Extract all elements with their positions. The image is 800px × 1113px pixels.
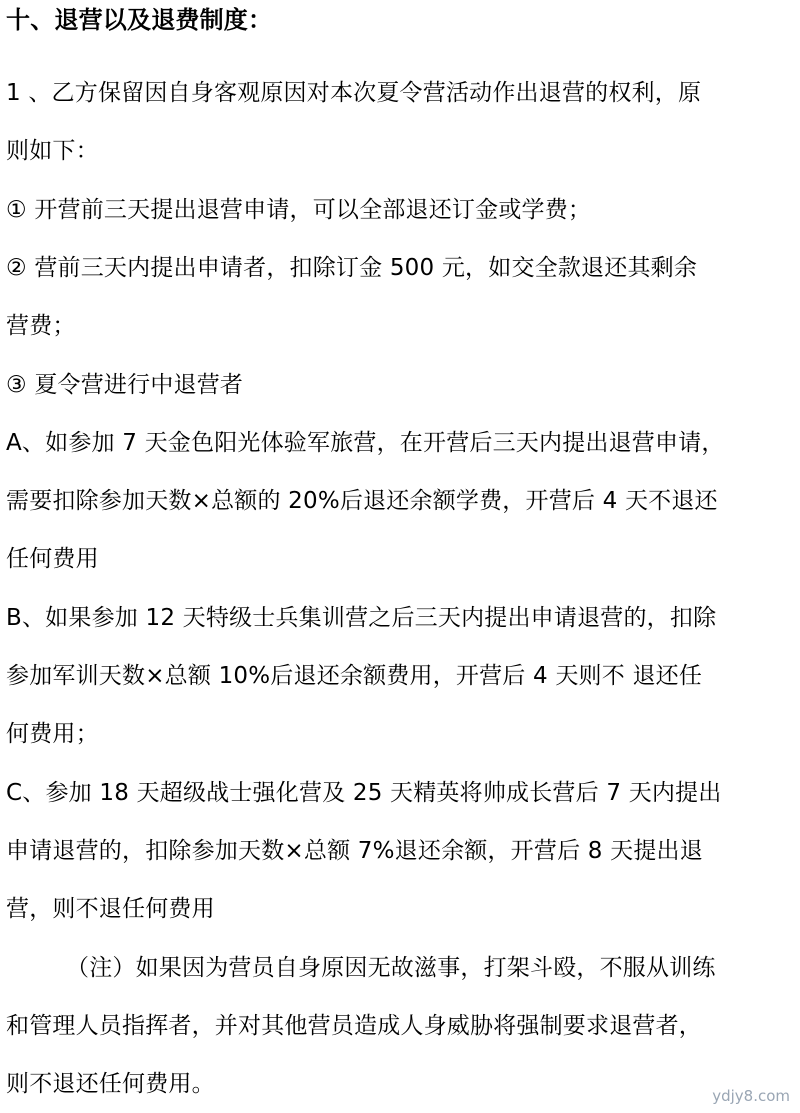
paragraph-line-15: 营，则不退任何费用 (6, 896, 215, 922)
note-line-2: 和管理人员指挥者，并对其他营员造成人身威胁将强制要求退营者， (6, 1013, 702, 1039)
paragraph-line-3: ① 开营前三天提出退营申请，可以全部退还订金或学费； (6, 197, 592, 223)
section-heading: 十、退营以及退费制度： (6, 6, 273, 34)
paragraph-line-5: 营费； (6, 313, 76, 339)
paragraph-line-12: 何费用； (6, 721, 99, 747)
paragraph-line-11: 参加军训天数×总额 10%后退还余额费用，开营后 4 天则不 退还任 (6, 663, 703, 689)
paragraph-line-1: 1 、乙方保留因自身客观原因对本次夏令营活动作出退营的权利，原 (6, 80, 702, 106)
site-watermark: ydjy8.com (712, 1087, 790, 1105)
note-line-3: 则不退还任何费用。 (6, 1071, 215, 1097)
note-line-1: （注）如果因为营员自身原因无故滋事，打架斗殴，不服从训练 (66, 955, 716, 981)
paragraph-line-9: 任何费用 (6, 546, 99, 572)
paragraph-line-14: 申请退营的，扣除参加天数×总额 7%退还余额，开营后 8 天提出退 (6, 838, 703, 864)
paragraph-line-2: 则如下： (6, 138, 99, 164)
paragraph-line-10: B、如果参加 12 天特级士兵集训营之后三天内提出申请退营的，扣除 (6, 605, 717, 631)
paragraph-line-7: A、如参加 7 天金色阳光体验军旅营，在开营后三天内提出退营申请， (6, 430, 725, 456)
paragraph-line-8: 需要扣除参加天数×总额的 20%后退还余额学费，开营后 4 天不退还 (6, 488, 718, 514)
paragraph-line-4: ② 营前三天内提出申请者，扣除订金 500 元，如交全款退还其剩余 (6, 255, 698, 281)
paragraph-line-6: ③ 夏令营进行中退营者 (6, 372, 244, 398)
paragraph-line-13: C、参加 18 天超级战士强化营及 25 天精英将帅成长营后 7 天内提出 (6, 780, 722, 806)
